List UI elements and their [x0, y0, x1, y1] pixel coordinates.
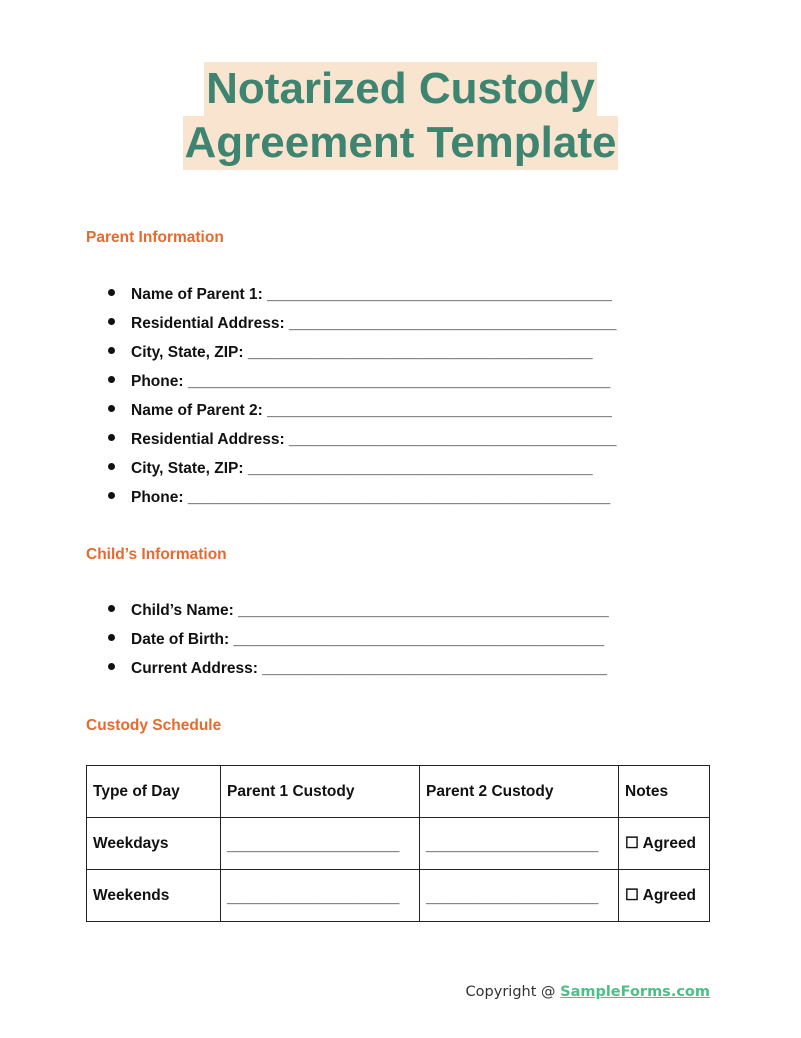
- cell-parent2-blank[interactable]: [420, 818, 619, 870]
- cell-parent1-blank[interactable]: [221, 818, 420, 870]
- section-heading-childs-information: Child’s Information: [86, 546, 227, 563]
- cell-parent1-blank[interactable]: [221, 870, 420, 922]
- field-parent2-name[interactable]: Name of Parent 2: ________________________________________: [131, 402, 612, 419]
- cell-agreed-checkbox[interactable]: ☐ Agreed: [619, 818, 710, 870]
- field-parent1-address[interactable]: Residential Address: ______________________________________: [131, 315, 617, 332]
- header-parent2-custody: Parent 2 Custody: [420, 766, 619, 818]
- parent-information-list: [108, 285, 617, 517]
- field-child-name[interactable]: Child’s Name: ___________________________________________: [131, 602, 609, 619]
- list-item-parent2-phone: [108, 488, 617, 517]
- copyright-footer: [466, 984, 710, 1000]
- list-item-parent2-city: [108, 459, 617, 488]
- bullet-icon: [108, 663, 115, 670]
- field-parent2-city-state-zip[interactable]: City, State, ZIP: ________________________________________: [131, 460, 593, 477]
- header-notes: Notes: [619, 766, 710, 818]
- blank-line[interactable]: ____________________: [426, 836, 599, 854]
- table-row: [87, 870, 710, 922]
- sampleforms-link[interactable]: SampleForms.com: [560, 984, 710, 1000]
- list-item-child-dob: [108, 630, 609, 659]
- bullet-icon: [108, 289, 115, 296]
- field-child-address[interactable]: Current Address: ________________________________________: [131, 660, 608, 677]
- blank-line[interactable]: ____________________: [426, 888, 599, 906]
- cell-day-type: Weekdays: [87, 818, 221, 870]
- bullet-icon: [108, 434, 115, 441]
- title-line-1: Notarized Custody: [204, 62, 597, 116]
- bullet-icon: [108, 463, 115, 470]
- custody-schedule-table: [86, 765, 710, 922]
- cell-day-type: Weekends: [87, 870, 221, 922]
- section-heading-parent-information: Parent Information: [86, 229, 224, 246]
- list-item-child-name: [108, 601, 609, 630]
- bullet-icon: [108, 405, 115, 412]
- title-line-2: Agreement Template: [183, 116, 619, 170]
- field-parent1-phone[interactable]: Phone: _________________________________________________: [131, 373, 611, 390]
- child-information-list: [108, 601, 609, 688]
- header-type-of-day: Type of Day: [87, 766, 221, 818]
- table-header-row: [87, 766, 710, 818]
- list-item-parent1-city: [108, 343, 617, 372]
- field-parent2-phone[interactable]: Phone: _________________________________________________: [131, 489, 611, 506]
- document-title: [0, 62, 801, 170]
- bullet-icon: [108, 376, 115, 383]
- list-item-child-address: [108, 659, 609, 688]
- bullet-icon: [108, 492, 115, 499]
- field-child-dob[interactable]: Date of Birth: ___________________________________________: [131, 631, 605, 648]
- bullet-icon: [108, 347, 115, 354]
- blank-line[interactable]: ____________________: [227, 836, 400, 854]
- list-item-parent1-phone: [108, 372, 617, 401]
- bullet-icon: [108, 634, 115, 641]
- list-item-parent2-address: [108, 430, 617, 459]
- list-item-parent1-address: [108, 314, 617, 343]
- header-parent1-custody: Parent 1 Custody: [221, 766, 420, 818]
- list-item-parent2-name: [108, 401, 617, 430]
- section-heading-custody-schedule: Custody Schedule: [86, 717, 222, 734]
- copyright-text: Copyright @: [465, 984, 561, 1000]
- cell-agreed-checkbox[interactable]: ☐ Agreed: [619, 870, 710, 922]
- field-parent1-name[interactable]: Name of Parent 1: ________________________________________: [131, 286, 612, 303]
- cell-parent2-blank[interactable]: [420, 870, 619, 922]
- field-parent2-address[interactable]: Residential Address: ______________________________________: [131, 431, 617, 448]
- blank-line[interactable]: ____________________: [227, 888, 400, 906]
- field-parent1-city-state-zip[interactable]: City, State, ZIP: ________________________________________: [131, 344, 593, 361]
- list-item-parent1-name: [108, 285, 617, 314]
- bullet-icon: [108, 605, 115, 612]
- bullet-icon: [108, 318, 115, 325]
- table-row: [87, 818, 710, 870]
